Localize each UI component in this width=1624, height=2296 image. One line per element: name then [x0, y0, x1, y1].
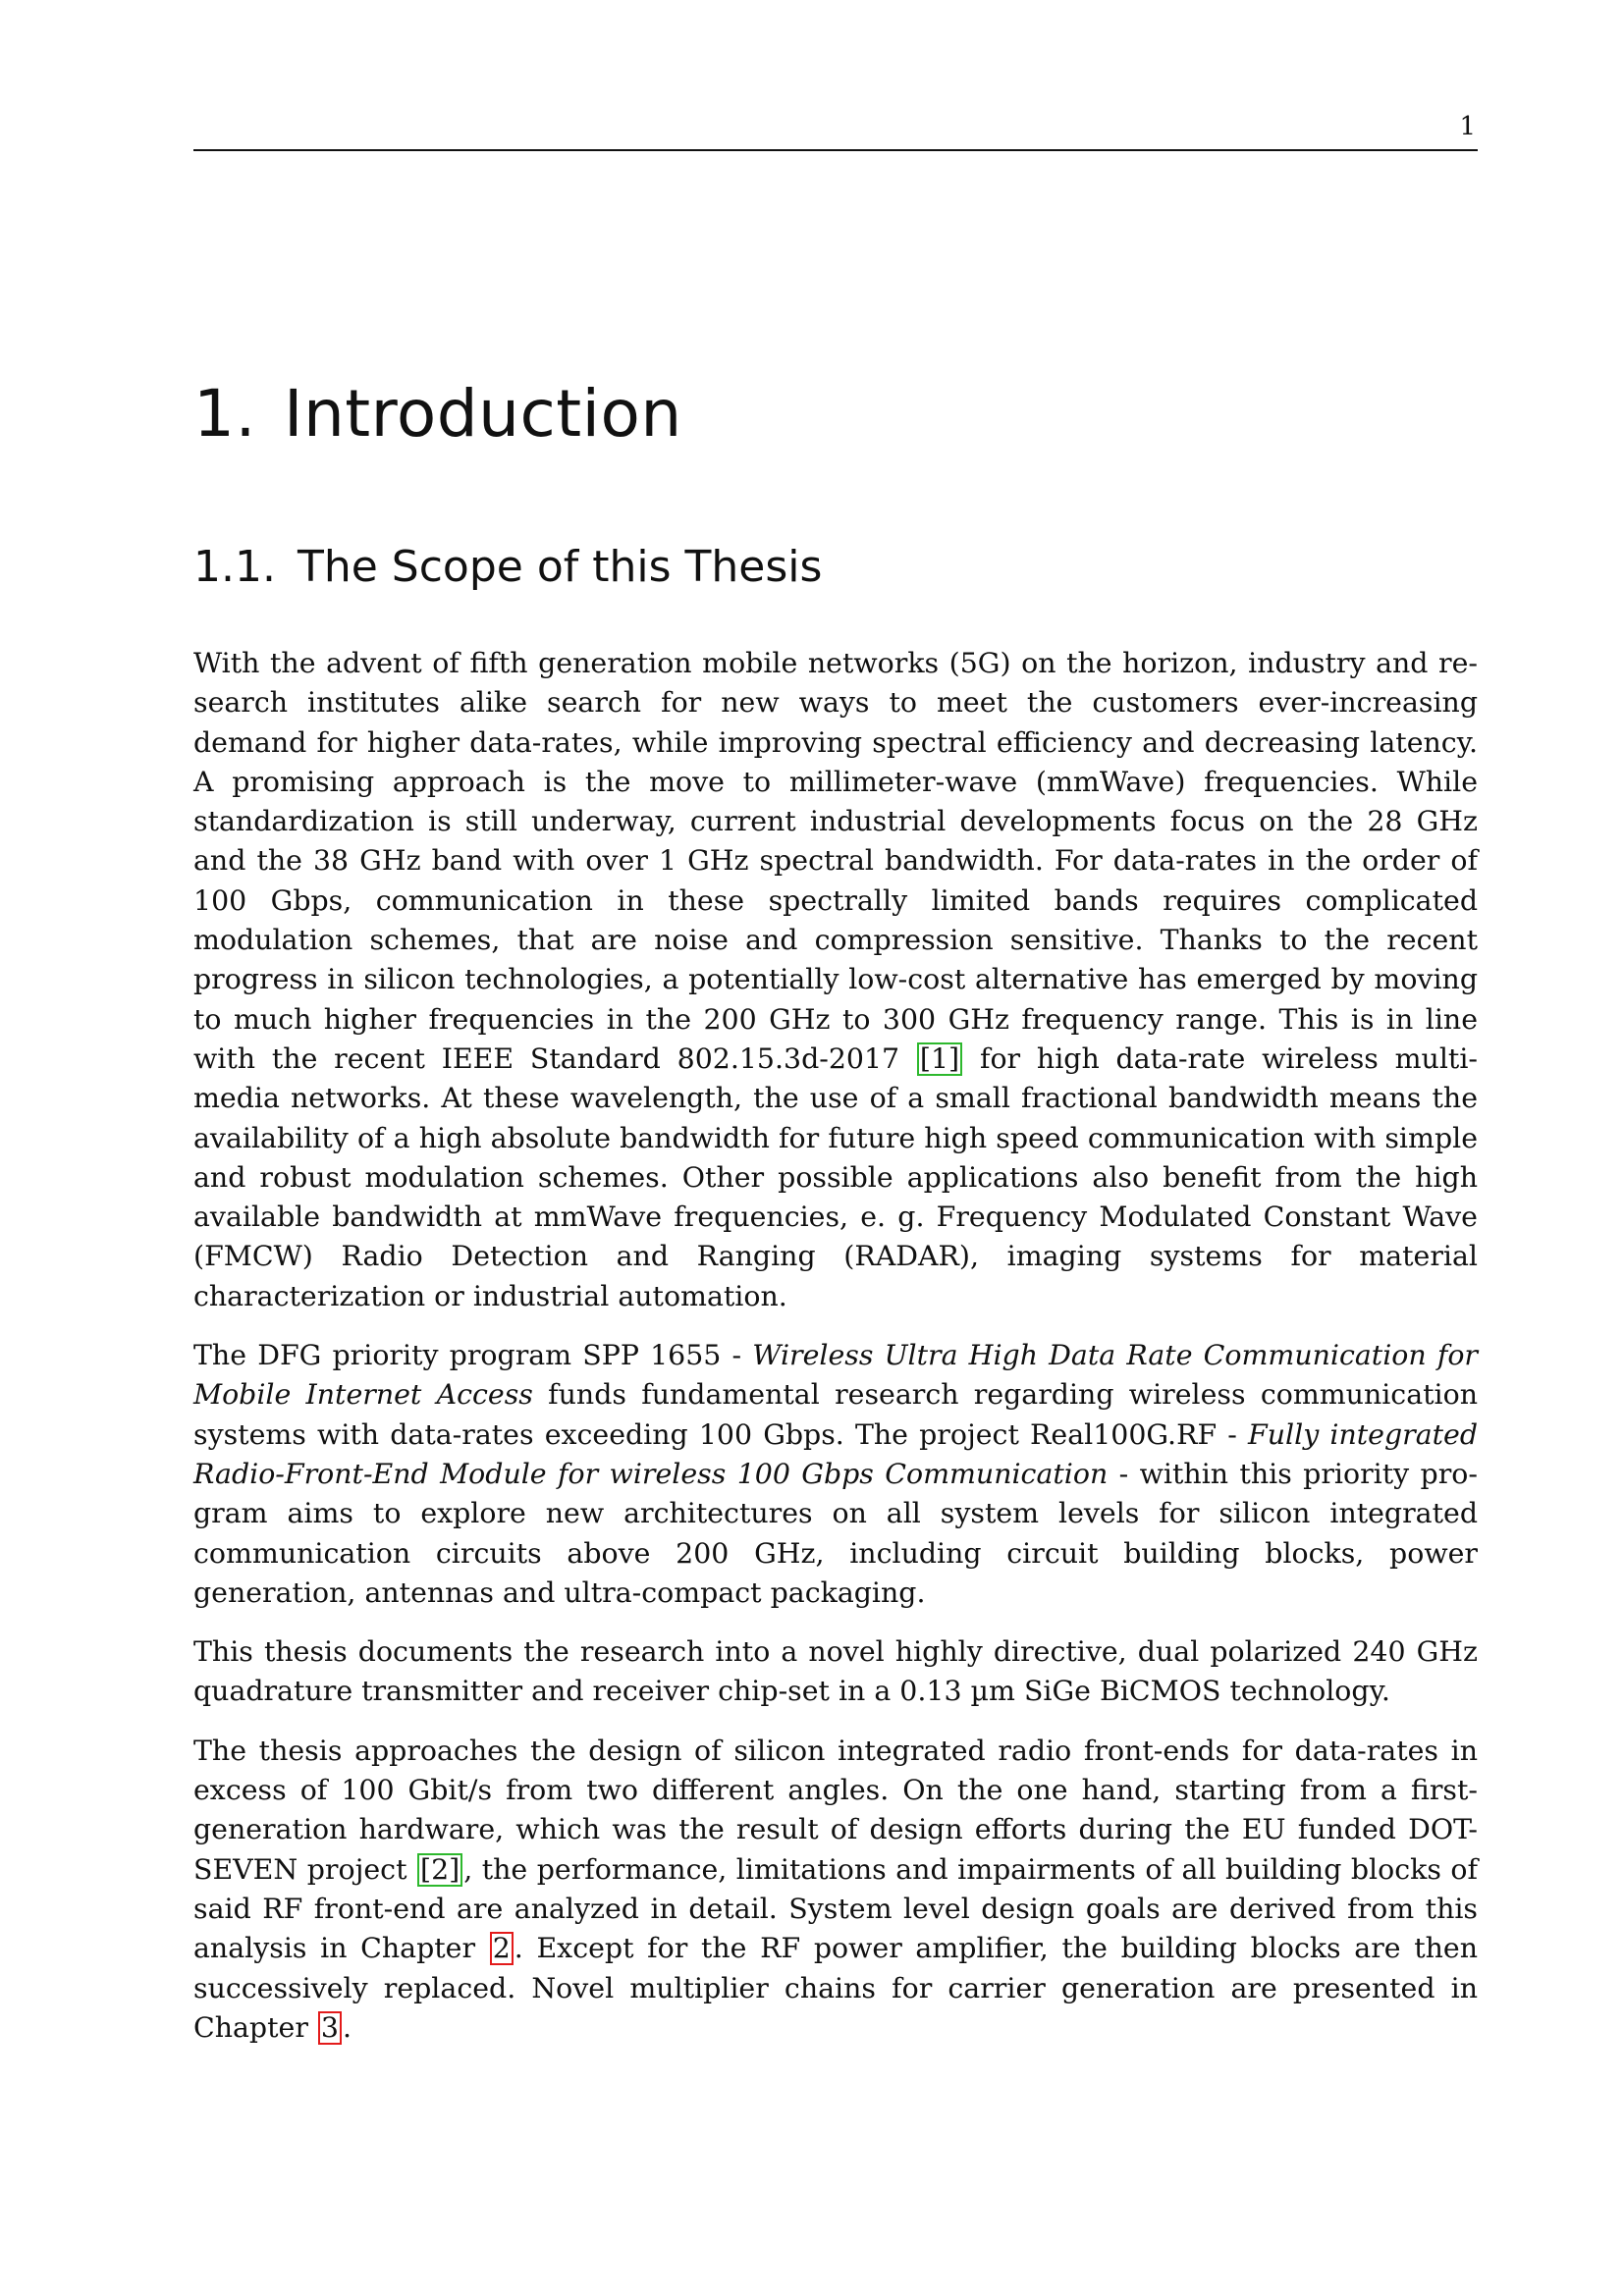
- paragraph-4-text-d: .: [343, 2010, 352, 2044]
- body-text: [193, 644, 1478, 2067]
- paragraph-1-text-b: for high data-rate wireless multi-media networks. At these wavelength, the use of a small fractional bandwidth means the availability of a high absolute bandwidth for future high speed communication with simple and robust modulation schemes. Other possible applications also benefit from the high available bandwidth at mmWave frequencies, e. g. Frequency Modulated Constant Wave (FMCW) Radio Detection and Ranging (RADAR), imaging systems for material characterization or industrial automation.: [193, 1041, 1479, 1312]
- paragraph-1-text-a: With the advent of fifth generation mobile networks (5G) on the horizon, industry and research institutes alike search for new ways to meet the customers ever-increasing demand for higher data-rates, while improving spectral efficiency and decreasing latency. A promising approach is the move to millimeter-wave (mmWave) frequencies. While standardization is still underway, current industrial developments focus on the 28 GHz and the 38 GHz band with over 1 GHz spectral bandwidth. For data-rates in the order of 100 Gbps, communication in these spectrally limited bands requires complicated modulation schemes, that are noise and compression sensitive. Thanks to the recent progress in silicon technologies, a potentially low-cost alternative has emerged by moving to much higher frequencies in the 200 GHz to 300 GHz frequency range. This is in line with the recent IEEE Standard 802.15.3d-2017: [193, 647, 1478, 1075]
- chapter-ref-link-2[interactable]: 2: [490, 1932, 514, 1965]
- paragraph-2-text-b: funds fundamental research regarding wireless communication systems with data-rates exceeding 100 Gbps. The project Real100G.RF -: [193, 1378, 1478, 1451]
- paragraph-4: [193, 1732, 1478, 2048]
- chapter-title-text: Introduction: [283, 376, 682, 452]
- project-title-italic: Fully integrated Radio-Front-End Module for wireless 100 Gbps Communication: [193, 1417, 1479, 1490]
- paragraph-4-text-b: , the performance, limitations and impairments of all building blocks of said RF front-end are analyzed in detail. System level design goals are derived from this analysis in Chapter: [193, 1852, 1478, 1965]
- paragraph-2: [193, 1336, 1478, 1613]
- paragraph-1: [193, 644, 1478, 1316]
- paragraph-2-text-a: The DFG priority program SPP 1655 -: [193, 1339, 742, 1372]
- paragraph-4-text-a: The thesis approaches the design of silicon integrated radio front-ends for data-rates in excess of 100 Gbit/s from two different angles. On the one hand, starting from a first-generation hardware, which was the result of design efforts during the EU funded DOT-SEVEN project: [193, 1734, 1478, 1886]
- section-title: [193, 540, 822, 595]
- chapter-title: [193, 375, 682, 454]
- section-title-text: The Scope of this Thesis: [297, 542, 823, 592]
- page-number: 1: [1459, 112, 1476, 141]
- citation-link-2[interactable]: [2]: [417, 1853, 462, 1887]
- section-number: 1.1.: [193, 542, 276, 592]
- chapter-ref-link-3[interactable]: 3: [318, 2011, 342, 2045]
- paragraph-4-text-c: . Except for the RF power amplifier, the building blocks are then successively replaced. Novel multiplier chains for carrier generation are presented in Chapter: [193, 1932, 1478, 2044]
- citation-link-1[interactable]: [1]: [917, 1042, 962, 1076]
- chapter-number: 1.: [193, 376, 256, 452]
- program-title-italic: Wireless Ultra High Data Rate Communication for Mobile Internet Access: [193, 1339, 1478, 1412]
- running-header: [193, 110, 1478, 151]
- paragraph-3: This thesis documents the research into a novel highly directive, dual polarized 240 GHz quadrature transmitter and receiver chip-set in a 0.13 µm SiGe BiCMOS technology.: [193, 1635, 1478, 1708]
- paragraph-2-text-c: - within this priority program aims to explore new architectures on all system levels for silicon integrated communication circuits above 200 GHz, including circuit building blocks, power generation, antennas and ultra-compact packaging.: [193, 1457, 1478, 1609]
